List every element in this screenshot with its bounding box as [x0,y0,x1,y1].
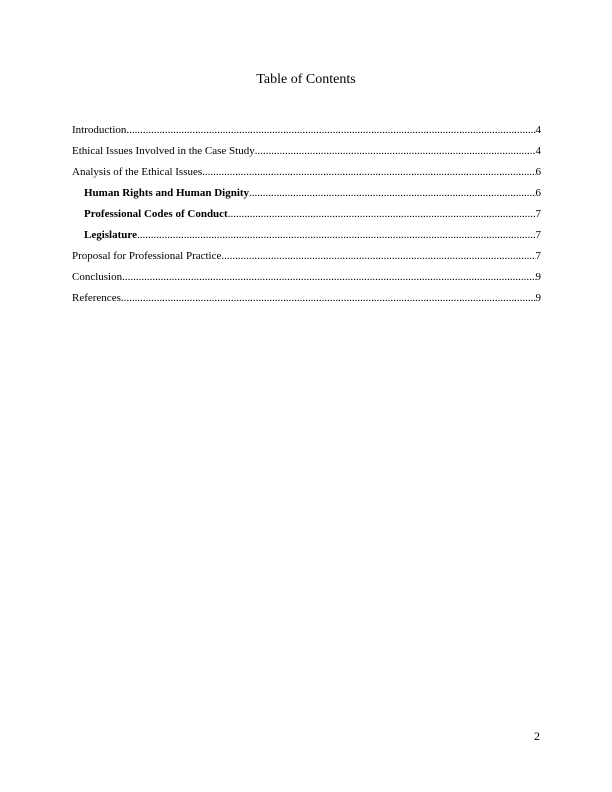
toc-entry-page: 7 [535,250,541,262]
table-of-contents [72,123,541,312]
toc-entry-ethical-issues[interactable] [72,144,541,165]
toc-entry-label: Analysis of the Ethical Issues [72,166,203,178]
toc-entry-references[interactable] [72,291,541,312]
toc-entry-label: Conclusion [72,271,123,283]
toc-entry-proposal[interactable] [72,249,541,270]
toc-entry-label: Professional Codes of Conduct [84,208,228,220]
toc-dot-leader [221,249,535,263]
toc-entry-page: 7 [535,229,541,241]
toc-entry-label: Introduction [72,124,127,136]
page-title: Table of Contents [256,72,356,87]
toc-entry-label: Legislature [84,229,137,241]
toc-entry-page: 7 [535,208,541,220]
toc-dot-leader [255,144,536,158]
toc-dot-leader [122,270,535,284]
toc-entry-page: 4 [535,145,541,157]
page-number: 2 [534,729,540,743]
toc-entry-label: Proposal for Professional Practice [72,250,222,262]
toc-entry-page: 4 [535,124,541,136]
toc-dot-leader [137,228,536,242]
toc-entry-analysis[interactable] [72,165,541,186]
toc-entry-legislature[interactable] [72,228,541,249]
toc-entry-label: References [72,292,121,304]
toc-entry-label: Human Rights and Human Dignity [84,187,250,199]
toc-entry-introduction[interactable] [72,123,541,144]
toc-dot-leader [228,207,536,221]
toc-dot-leader [249,186,535,200]
toc-entry-page: 9 [535,271,541,283]
toc-entry-label: Ethical Issues Involved in the Case Study [72,145,255,157]
toc-entry-human-rights[interactable] [72,186,541,207]
toc-entry-page: 6 [535,166,541,178]
toc-entry-conclusion[interactable] [72,270,541,291]
toc-dot-leader [202,165,535,179]
toc-dot-leader [126,123,535,137]
toc-entry-page: 9 [535,292,541,304]
toc-entry-professional-codes[interactable] [72,207,541,228]
toc-dot-leader [121,291,536,305]
toc-entry-page: 6 [535,187,541,199]
